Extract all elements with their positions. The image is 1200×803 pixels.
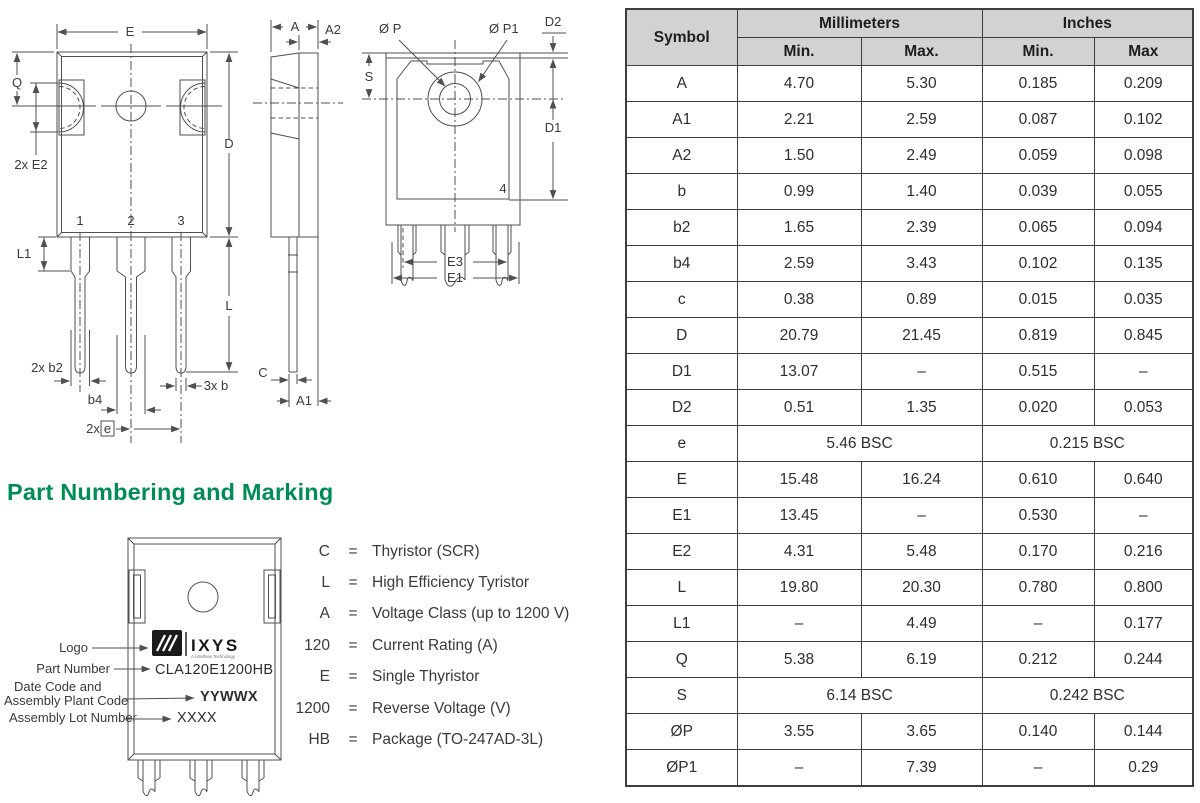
dimension-table: [625, 8, 1194, 787]
cell-mm-max: 1.40: [861, 174, 982, 210]
left-notch: [59, 80, 84, 135]
legend-description: High Efficiency Tyristor: [372, 574, 530, 592]
legend-code: A: [319, 605, 330, 623]
legend-code: 120: [304, 636, 330, 654]
cell-mm-max: 6.19: [861, 642, 982, 678]
cell-in-max: –: [1094, 354, 1193, 390]
dim-label-b2: 2x b2: [31, 360, 63, 375]
legend-equals: =: [348, 574, 358, 592]
table-row: [626, 318, 1193, 354]
cell-mm-min: 5.38: [737, 642, 861, 678]
table-row: [626, 102, 1193, 138]
cell-mm-max: 4.49: [861, 606, 982, 642]
legend-equals: =: [348, 668, 358, 686]
cell-mm-max: 5.30: [861, 66, 982, 102]
legend-row: [290, 567, 615, 598]
legend-equals: =: [348, 731, 358, 749]
col-header-in-min: Min.: [982, 38, 1094, 66]
cell-symbol: A1: [626, 102, 737, 138]
cell-mm-max: –: [861, 498, 982, 534]
cell-mm-min: 2.59: [737, 246, 861, 282]
cell-mm-min: –: [737, 750, 861, 787]
cell-symbol: L: [626, 570, 737, 606]
table-row: [626, 750, 1193, 787]
cell-symbol: b2: [626, 210, 737, 246]
cell-in-min: 0.185: [982, 66, 1094, 102]
legend-description: Single Thyristor: [372, 668, 480, 686]
cell-in-min: 0.780: [982, 570, 1094, 606]
cell-symbol: E: [626, 462, 737, 498]
table-row: [626, 66, 1193, 102]
cell-in-max: 0.102: [1094, 102, 1193, 138]
table-row: [626, 642, 1193, 678]
marking-part-number: CLA120E1200HB: [155, 662, 274, 678]
side-lead: [288, 237, 298, 372]
dim-label-E1: E1: [447, 270, 463, 285]
legend-code: 1200: [295, 699, 330, 717]
legend-description: Current Rating (A): [372, 636, 498, 654]
legend-row: [290, 662, 615, 693]
legend-equals: =: [348, 605, 358, 623]
cell-mm-max: 3.43: [861, 246, 982, 282]
cell-symbol: L1: [626, 606, 737, 642]
dim-label-S: S: [364, 69, 374, 84]
cell-in-min: 0.065: [982, 210, 1094, 246]
cell-in-bsc: 0.242 BSC: [982, 678, 1193, 714]
marking-hole: [188, 582, 218, 612]
legend-equals: =: [348, 542, 358, 560]
cell-symbol: b4: [626, 246, 737, 282]
table-row: [626, 282, 1193, 318]
cell-symbol: b: [626, 174, 737, 210]
dimension-table-body: [626, 66, 1193, 787]
cell-symbol: ØP: [626, 714, 737, 750]
cell-in-max: 0.135: [1094, 246, 1193, 282]
dim-label-P1: Ø P1: [489, 21, 519, 36]
cell-mm-min: 0.51: [737, 390, 861, 426]
right-notch: [180, 80, 205, 135]
cell-in-max: 0.053: [1094, 390, 1193, 426]
metal-tab-outline: [397, 61, 509, 199]
cell-mm-max: –: [861, 354, 982, 390]
table-row: [626, 462, 1193, 498]
cell-mm-bsc: 5.46 BSC: [737, 426, 982, 462]
legend-description: Voltage Class (up to 1200 V): [372, 605, 570, 623]
cell-in-min: 0.020: [982, 390, 1094, 426]
cell-symbol: A2: [626, 138, 737, 174]
cell-symbol: D1: [626, 354, 737, 390]
cell-mm-max: 0.89: [861, 282, 982, 318]
cell-in-max: 0.216: [1094, 534, 1193, 570]
cell-in-min: 0.059: [982, 138, 1094, 174]
ixys-logo: [152, 630, 240, 659]
cell-mm-max: 3.65: [861, 714, 982, 750]
marking-lead-3: [242, 760, 264, 796]
side-view-drawing: [253, 19, 343, 408]
cell-mm-min: 4.70: [737, 66, 861, 102]
cell-in-min: 0.140: [982, 714, 1094, 750]
table-row: [626, 174, 1193, 210]
dim-label-C: C: [258, 365, 268, 380]
dim-label-L: L: [225, 298, 233, 313]
front-view-drawing: [12, 24, 238, 443]
cell-symbol: E2: [626, 534, 737, 570]
table-row: [626, 390, 1193, 426]
legend-code: E: [319, 668, 330, 686]
cell-mm-min: 20.79: [737, 318, 861, 354]
cell-in-max: 0.098: [1094, 138, 1193, 174]
side-body-outline: [271, 53, 318, 237]
table-row: [626, 570, 1193, 606]
cell-in-min: 0.610: [982, 462, 1094, 498]
dim-label-E2: 2x E2: [14, 157, 48, 172]
cell-in-max: 0.845: [1094, 318, 1193, 354]
legend-equals: =: [348, 699, 358, 717]
cell-in-min: 0.819: [982, 318, 1094, 354]
cell-mm-min: 2.21: [737, 102, 861, 138]
cell-symbol: c: [626, 282, 737, 318]
table-row: [626, 426, 1193, 462]
cell-symbol: S: [626, 678, 737, 714]
legend-code: HB: [308, 731, 330, 749]
col-header-mm-max: Max.: [861, 38, 982, 66]
callout-lot-number: Assembly Lot Number: [9, 710, 137, 725]
cell-mm-min: 0.99: [737, 174, 861, 210]
cell-in-min: 0.515: [982, 354, 1094, 390]
cell-in-min: –: [982, 750, 1094, 787]
cell-in-min: 0.039: [982, 174, 1094, 210]
cell-in-min: 0.170: [982, 534, 1094, 570]
cell-in-max: 0.29: [1094, 750, 1193, 787]
marking-drawing: [4, 538, 281, 796]
cell-symbol: E1: [626, 498, 737, 534]
back-lead-1: [398, 225, 416, 285]
col-header-symbol: Symbol: [626, 9, 737, 66]
table-row: [626, 138, 1193, 174]
dim-label-Q: Q: [11, 75, 23, 90]
cell-mm-max: 2.59: [861, 102, 982, 138]
cell-mm-min: 0.38: [737, 282, 861, 318]
marking-lot-number: XXXX: [177, 710, 217, 726]
cell-symbol: D: [626, 318, 737, 354]
dim-label-E3: E3: [447, 254, 463, 269]
back-view-drawing: [362, 14, 568, 286]
callout-date-code-line1: Date Code and: [14, 679, 102, 694]
table-row: [626, 678, 1193, 714]
table-row: [626, 246, 1193, 282]
cell-in-max: 0.244: [1094, 642, 1193, 678]
cell-symbol: A: [626, 66, 737, 102]
dim-label-A2: A2: [325, 22, 341, 37]
cell-in-max: 0.094: [1094, 210, 1193, 246]
cell-mm-min: 13.45: [737, 498, 861, 534]
dim-label-L1: L1: [16, 246, 32, 261]
legend-row: [290, 724, 615, 755]
dim-label-D1: D1: [544, 120, 562, 135]
marking-lead-2: [190, 760, 212, 796]
cell-in-min: 0.087: [982, 102, 1094, 138]
cell-symbol: e: [626, 426, 737, 462]
cell-mm-max: 20.30: [861, 570, 982, 606]
logo-tagline-text: A Littelfuse Technology: [191, 654, 235, 659]
pin-1-label: 1: [76, 213, 84, 228]
cell-mm-min: 1.50: [737, 138, 861, 174]
legend-description: Thyristor (SCR): [372, 542, 480, 560]
legend-row: [290, 599, 615, 630]
cell-mm-min: 13.07: [737, 354, 861, 390]
pin-4-label: 4: [499, 181, 507, 196]
dimension-table-header: [626, 9, 1193, 66]
cell-mm-max: 7.39: [861, 750, 982, 787]
cell-symbol: ØP1: [626, 750, 737, 787]
cell-symbol: D2: [626, 390, 737, 426]
cell-mm-min: 3.55: [737, 714, 861, 750]
cell-mm-bsc: 6.14 BSC: [737, 678, 982, 714]
dim-label-E: E: [125, 24, 135, 39]
cell-in-min: 0.102: [982, 246, 1094, 282]
cell-in-min: 0.530: [982, 498, 1094, 534]
marking-lead-1: [138, 760, 160, 796]
legend-code: C: [318, 542, 330, 560]
legend-equals: =: [348, 636, 358, 654]
dim-label-pitch-prefix: 2x: [86, 421, 100, 436]
back-lead-3: [493, 225, 511, 285]
legend-code: L: [321, 574, 330, 592]
cell-in-max: 0.144: [1094, 714, 1193, 750]
table-row: [626, 210, 1193, 246]
callout-part-number: Part Number: [36, 661, 110, 676]
cell-mm-max: 21.45: [861, 318, 982, 354]
cell-in-max: 0.640: [1094, 462, 1193, 498]
pin-3-label: 3: [177, 213, 185, 228]
cell-in-max: 0.055: [1094, 174, 1193, 210]
cell-mm-min: 4.31: [737, 534, 861, 570]
logo-brand-text: IXYS: [191, 636, 240, 655]
table-row: [626, 714, 1193, 750]
cell-mm-max: 1.35: [861, 390, 982, 426]
cell-in-max: 0.800: [1094, 570, 1193, 606]
dim-label-b: 3x b: [203, 378, 229, 393]
table-row: [626, 534, 1193, 570]
legend-description: Reverse Voltage (V): [372, 699, 511, 717]
cell-mm-max: 2.39: [861, 210, 982, 246]
cell-in-max: 0.209: [1094, 66, 1193, 102]
dim-label-D2: D2: [544, 14, 562, 29]
col-header-inches: Inches: [982, 9, 1193, 38]
cell-in-min: –: [982, 606, 1094, 642]
cell-mm-min: 15.48: [737, 462, 861, 498]
dim-label-b4: b4: [87, 392, 103, 407]
dim-label-A1: A1: [296, 393, 312, 408]
callout-logo: Logo: [59, 640, 88, 655]
table-row: [626, 606, 1193, 642]
table-row: [626, 354, 1193, 390]
cell-in-max: 0.177: [1094, 606, 1193, 642]
cell-mm-min: –: [737, 606, 861, 642]
legend-row: [290, 536, 615, 567]
part-number-legend: [290, 536, 615, 756]
dim-label-A: A: [290, 19, 300, 34]
cell-in-min: 0.212: [982, 642, 1094, 678]
legend-row: [290, 693, 615, 724]
dim-label-pitch: e: [103, 421, 112, 436]
cell-symbol: Q: [626, 642, 737, 678]
col-header-mm-min: Min.: [737, 38, 861, 66]
cell-in-min: 0.015: [982, 282, 1094, 318]
dim-label-D: D: [224, 136, 234, 151]
cell-mm-max: 5.48: [861, 534, 982, 570]
marking-date-code: YYWWX: [200, 689, 258, 705]
table-row: [626, 498, 1193, 534]
cell-mm-max: 2.49: [861, 138, 982, 174]
section-heading: Part Numbering and Marking: [7, 479, 334, 505]
cell-mm-max: 16.24: [861, 462, 982, 498]
cell-mm-min: 19.80: [737, 570, 861, 606]
cell-in-bsc: 0.215 BSC: [982, 426, 1193, 462]
legend-description: Package (TO-247AD-3L): [372, 731, 544, 749]
legend-row: [290, 630, 615, 661]
cell-in-max: 0.035: [1094, 282, 1193, 318]
cell-mm-min: 1.65: [737, 210, 861, 246]
pin-2-label: 2: [127, 213, 135, 228]
col-header-in-max: Max: [1094, 38, 1193, 66]
dim-label-P: Ø P: [379, 21, 402, 36]
cell-in-max: –: [1094, 498, 1193, 534]
col-header-millimeters: Millimeters: [737, 9, 982, 38]
callout-date-code-line2: Assembly Plant Code: [4, 693, 129, 708]
